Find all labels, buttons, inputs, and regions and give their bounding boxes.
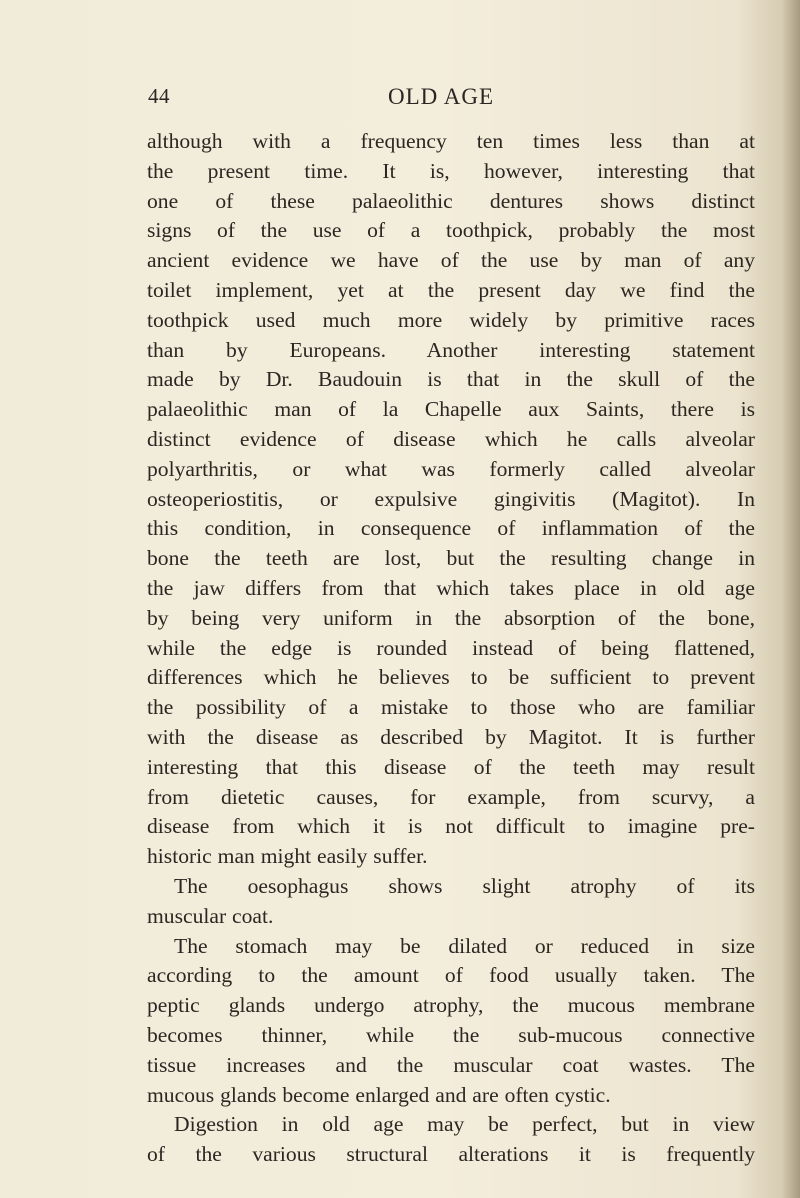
text-line: the present time. It is, however, interesting that — [147, 158, 755, 183]
text-line: according to the amount of food usually taken. The — [147, 963, 755, 988]
text-line: peptic glands undergo atrophy, the mucous membrane — [147, 993, 755, 1018]
page-header — [148, 84, 760, 118]
page-number: 44 — [148, 84, 170, 108]
text-line: muscular coat. — [147, 903, 274, 928]
page-binding-shadow — [782, 0, 800, 1198]
text-line: the jaw differs from that which takes place in old age — [147, 575, 755, 600]
body-text — [147, 127, 755, 1170]
text-line: palaeolithic man of la Chapelle aux Saints, there is — [147, 397, 755, 422]
text-line: this condition, in consequence of inflammation of the — [147, 516, 755, 541]
text-line: interesting that this disease of the teeth may result — [147, 754, 755, 779]
text-line: of the various structural alterations it is frequently — [147, 1142, 755, 1167]
text-line: differences which he believes to be sufficient to prevent — [147, 665, 755, 690]
text-line: historic man might easily suffer. — [147, 844, 428, 869]
text-line: although with a frequency ten times less than at — [147, 129, 755, 153]
text-line: The oesophagus shows slight atrophy of its — [174, 873, 755, 898]
text-line: toilet implement, yet at the present day we find the — [147, 277, 755, 302]
text-line: by being very uniform in the absorption of the bone, — [147, 605, 755, 630]
text-line: distinct evidence of disease which he calls alveolar — [147, 426, 755, 451]
text-line: becomes thinner, while the sub-mucous connective — [147, 1022, 755, 1047]
text-line: made by Dr. Baudouin is that in the skull of the — [147, 367, 755, 392]
text-line: while the edge is rounded instead of being flattened, — [147, 635, 755, 660]
text-line: signs of the use of a toothpick, probably the most — [147, 218, 755, 243]
text-line: disease from which it is not difficult to imagine pre- — [147, 814, 755, 839]
text-line: than by Europeans. Another interesting statement — [147, 337, 755, 362]
text-line: polyarthritis, or what was formerly called alveolar — [147, 456, 755, 481]
text-line: The stomach may be dilated or reduced in size — [174, 933, 755, 958]
text-line: bone the teeth are lost, but the resulting change in — [147, 546, 755, 571]
text-line: Digestion in old age may be perfect, but in view — [174, 1112, 755, 1137]
text-line: ancient evidence we have of the use by man of any — [147, 248, 755, 273]
text-line: with the disease as described by Magitot. It is further — [147, 724, 755, 749]
text-line: mucous glands become enlarged and are often cystic. — [147, 1082, 611, 1107]
text-line: from dietetic causes, for example, from scurvy, a — [147, 784, 755, 809]
running-head: OLD AGE — [388, 84, 495, 109]
text-line: osteoperiostitis, or expulsive gingivitis (Magitot). In — [147, 486, 755, 511]
text-line: one of these palaeolithic dentures shows distinct — [147, 188, 755, 213]
text-line: toothpick used much more widely by primitive races — [147, 307, 755, 332]
text-line: tissue increases and the muscular coat wastes. The — [147, 1052, 755, 1077]
text-line: the possibility of a mistake to those who are familiar — [147, 695, 755, 720]
